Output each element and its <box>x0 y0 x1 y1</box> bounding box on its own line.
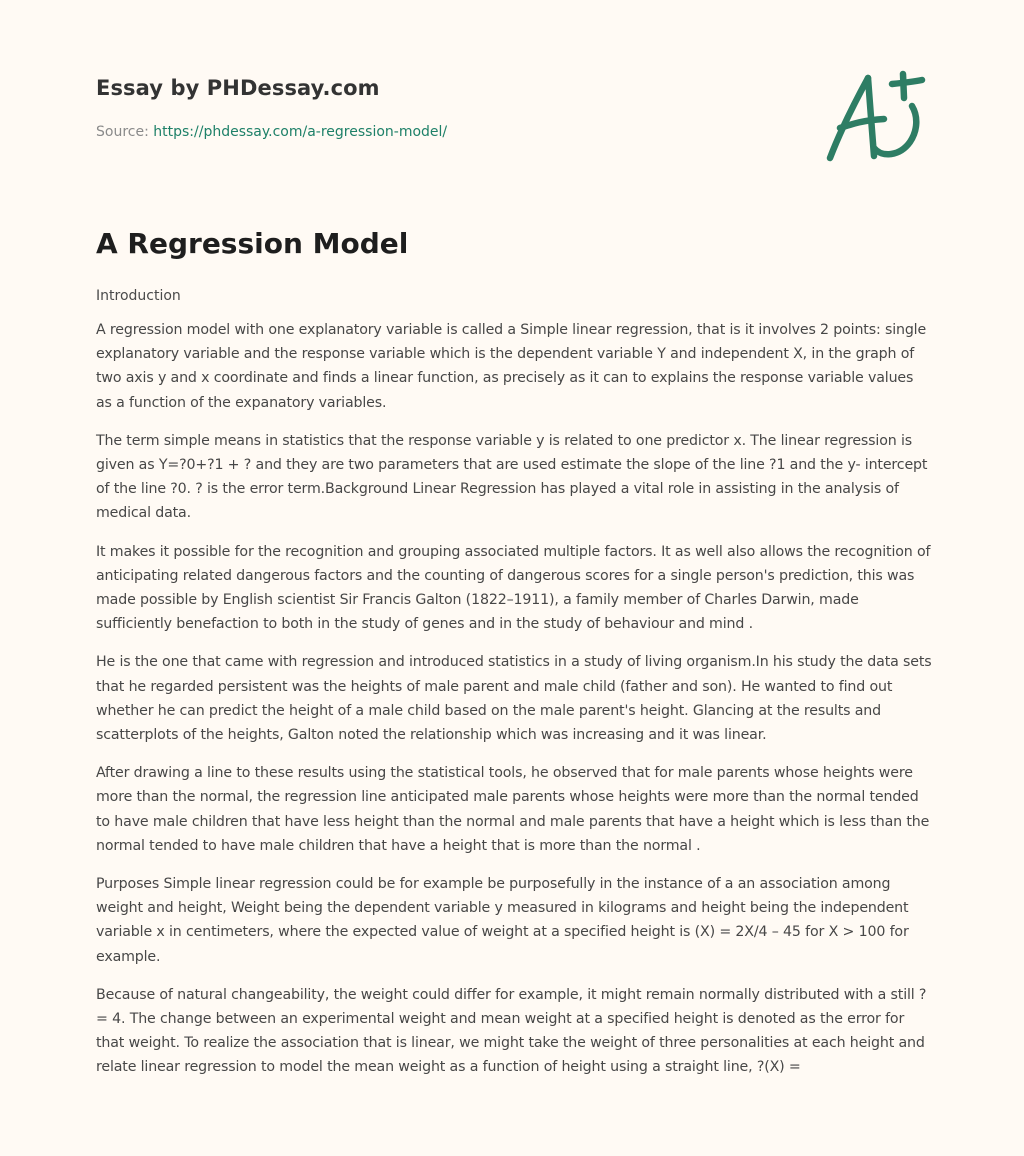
brand-title: Essay by PHDessay.com <box>96 76 380 100</box>
paragraph: A regression model with one explanatory variable is called a Simple linear regression, that is it involves 2 points: single explanatory variable and the response variable which is the dependent variable Y and independent X, in the graph of two axis y and x coordinate and finds a linear function, as precisely as it can to explains the response variable values as a function of the expanatory variables. <box>96 322 927 411</box>
paragraph: Because of natural changeability, the weight could differ for example, it might remain normally distributed with a still ? = 4. The change between an experimental weight and mean weight at a specified height is denoted as the error for that weight. To realize the association that is linear, we might take the weight of three personalities at each height and relate linear regression to model the mean weight as a function of height using a straight line, ?(X) = <box>96 986 927 1076</box>
essay-header <box>96 0 928 190</box>
source-label: Source: <box>96 124 154 140</box>
section-label-introduction: Introduction <box>96 288 181 304</box>
paragraph: It makes it possible for the recognition and grouping associated multiple factors. It as well also allows the recognition of anticipating related dangerous factors and the counting of dangerous scores for a single person's prediction, this was made possible by English scientist Sir Francis Galton (1822–1911), a family member of Charles Darwin, made sufficiently benefaction to both in the study of genes and in the study of behaviour and mind . <box>96 543 931 633</box>
page-title: A Regression Model <box>96 227 409 260</box>
essay-body <box>96 224 932 1080</box>
a-plus-grade-icon <box>824 66 928 166</box>
paragraph: Purposes Simple linear regression could be for example be purposefully in the instance of a an association among weight and height, Weight being the dependent variable y measured in kilograms and height being the independent variable x in centimeters, where the expected value of weight at a specified height is (X) = 2X/4 – 45 for X > 100 for example. <box>96 876 909 965</box>
source-line <box>96 124 447 140</box>
paragraph: He is the one that came with regression and introduced statistics in a study of living organism.In his study the data sets that he regarded persistent was the heights of male parent and male child (father and son). He wanted to find out whether he can predict the height of a male child based on the male parent's height. Glancing at the results and scatterplots of the heights, Galton noted the relationship which was increasing and it was linear. <box>96 654 932 744</box>
paragraph: After drawing a line to these results using the statistical tools, he observed that for male parents whose heights were more than the normal, the regression line anticipated male parents whose heights were more than the normal tended to have male children that have less height than the normal and male parents that have a height which is less than the normal tended to have male children that have a height that is more than the normal . <box>96 765 930 854</box>
source-link[interactable]: https://phdessay.com/a-regression-model/ <box>153 124 448 140</box>
paragraph: The term simple means in statistics that the response variable y is related to one predictor x. The linear regression is given as Y=?0+?1 + ? and they are two parameters that are used estimate the slope of the line ?1 and the y- intercept of the line ?0. ? is the error term.Background Linear Regression has played a vital role in assisting in the analysis of medical data. <box>96 432 928 522</box>
